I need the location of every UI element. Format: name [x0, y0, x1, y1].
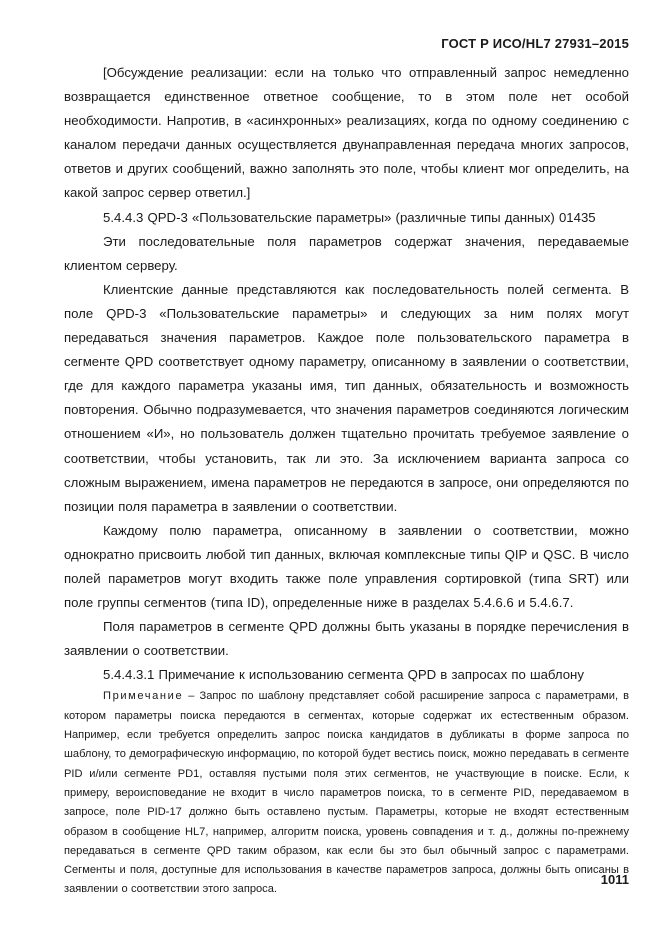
note-text: Запрос по шаблону представляет собой расширение запроса с параметрами, в котором параметры поиска передаются в сегментах, которые содержат их естественным образом. Например, если требуется определить запрос поиска кандидатов в дубликаты в форме запроса по шаблону, то демографическую информацию, по которой будет вестись поиск, можно передавать в сегменте PID и/или сегменте PD1, оставляя пустыми поля этих сегментов, не участвующие в поиске. Если, к примеру, вероисповедание не входит в число параметров поиска, то в сегменте PID, передаваемом в запросе, поле PID-17 должно быть оставлено пустым. Параметры, которые не входят естественным образом в сообщение HL7, например, алгоритм поиска, уровень совпадения и т. д., должны по-прежнему передаваться в сегменте QPD таким образом, как если бы это был обычный запрос с параметрами. Сегменты и поля, доступные для использования в качестве параметров запроса, должны быть описаны в заявлении о соответствии этого запроса.: [64, 690, 629, 896]
note-paragraph: [64, 687, 629, 899]
page-number: 1011: [600, 872, 629, 887]
section-heading-5-4-4-3-1: 5.4.4.3.1 Примечание к использованию сегмента QPD в запросах по шаблону: [103, 667, 584, 683]
section-heading-5-4-4-3: 5.4.4.3 QPD-3 «Пользовательские параметры» (различные типы данных) 01435: [103, 209, 596, 225]
parameter-types-paragraph: Каждому полю параметра, описанному в заявлении о соответствии, можно однократно присвоить любой тип данных, включая комплексные типы QIP и QSC. В число полей параметров могут входить также поле управления сортировкой (типа SRT) или поле группы сегментов (типа ID), определенные ниже в разделах 5.4.6.6 и 5.4.6.7.: [64, 522, 629, 611]
page-content: [64, 61, 629, 900]
parameters-intro-paragraph: Эти последовательные поля параметров содержат значения, передаваемые клиентом серверу.: [64, 233, 629, 273]
note-label: Примечание: [103, 690, 184, 703]
standard-header: ГОСТ Р ИСО/HL7 27931–2015: [441, 36, 629, 51]
parameter-order-paragraph: Поля параметров в сегменте QPD должны быть указаны в порядке перечисления в заявлении о соответствии.: [64, 619, 629, 659]
client-data-paragraph: Клиентские данные представляются как последовательность полей сегмента. В поле QPD-3 «Пользовательские параметры» и следующих за ним полях могут передаваться значения параметров. Каждое поле пользовательского параметра в сегменте QPD соответствует одному параметру, описанному в заявлении о соответствии, где для каждого параметра указаны имя, тип данных, обязательность и возможность повторения. Обычно подразумевается, что значения параметров соединяются логическим отношением «И», но пользователь должен тщательно прочитать требуемое заявление о соответствии, чтобы установить, так ли это. За исключением варианта запроса со сложным выражением, имена параметров не передаются в запросе, они определяются по позиции поля параметра в заявлении о соответствии.: [64, 281, 629, 514]
note-dash: –: [183, 690, 200, 703]
implementation-discussion-paragraph: [Обсуждение реализации: если на только что отправленный запрос немедленно возвращается единственное ответное сообщение, то в этом поле нет особой необходимости. Напротив, в «асинхронных» реализациях, когда по одному соединению с каналом передачи данных осуществляется двунаправленная передача многих запросов, ответов и других сообщений, важно заполнять это поле, чтобы клиент мог определить, на какой запрос сервер ответил.]: [64, 65, 629, 201]
